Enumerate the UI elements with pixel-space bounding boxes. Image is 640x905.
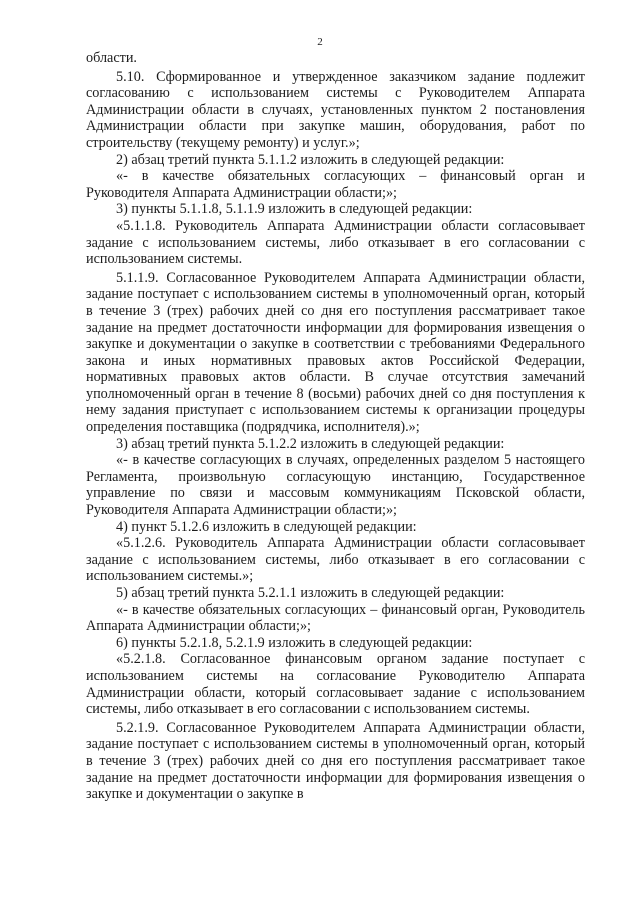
paragraph: 5.2.1.9. Согласованное Руководителем Аппарата Администрации области, задание поступает с использованием системы в уполномоченный орган, который в течение 3 (трех) рабочих дней со дня его поступления рассматривает такое задание на предмет достаточности информации для формирования извещения о закупке и документации о закупке в xyxy=(86,719,585,803)
document-body xyxy=(86,50,585,803)
page-number: 2 xyxy=(317,36,323,48)
paragraph: «5.1.2.6. Руководитель Аппарата Администрации области согласовывает задание с использованием системы, либо отказывает в его согласовании с использованием системы.»; xyxy=(86,535,585,585)
paragraph: «5.1.1.8. Руководитель Аппарата Администрации области согласовывает задание с использованием системы, либо отказывает в его согласовании с использованием системы. xyxy=(86,217,585,268)
paragraph: 3) пункты 5.1.1.8, 5.1.1.9 изложить в следующей редакции: xyxy=(116,201,473,218)
paragraph: области. xyxy=(86,50,137,66)
paragraph: «- в качестве обязательных согласующих – финансовый орган, Руководитель Аппарата Администрации области;»; xyxy=(86,601,585,635)
paragraph: «5.2.1.8. Согласованное финансовым органом задание поступает с использованием системы на согласование Руководителю Аппарата Администрации области, который согласовывает задание с использованием системы, либо отказывает в его согласовании с использованием системы. xyxy=(86,651,585,718)
paragraph: 5.10. Сформированное и утвержденное заказчиком задание подлежит согласованию с использованием системы с Руководителем Аппарата Администрации области в случаях, установленных пунктом 2 постановления Администрации области при закупке машин, оборудования, работ по строительству (текущему ремонту) и услуг.»; xyxy=(86,68,585,151)
paragraph: 2) абзац третий пункта 5.1.1.2 изложить в следующей редакции: xyxy=(116,151,505,168)
paragraph: 6) пункты 5.2.1.8, 5.2.1.9 изложить в следующей редакции: xyxy=(116,634,473,651)
paragraph: 5.1.1.9. Согласованное Руководителем Аппарата Администрации области, задание поступает с использованием системы в уполномоченный орган, который в течение 3 (трех) рабочих дней со дня его поступления рассматривает такое задание на предмет достаточности информации для формирования извещения о закупке и документации о закупке в соответствии с требованиями Федерального закона и иных нормативных правовых актов Российской Федерации, нормативных правовых актов области. В случае отсутствия замечаний уполномоченный орган в течение 8 (восьми) рабочих дней со дня поступления к нему задания приступает с использованием системы к организации процедуры определения поставщика (подрядчика, исполнителя).»; xyxy=(86,269,585,436)
paragraph: 5) абзац третий пункта 5.2.1.1 изложить в следующей редакции: xyxy=(116,585,505,601)
paragraph: «- в качестве согласующих в случаях, определенных разделом 5 настоящего Регламента, произвольную согласующую инстанцию, Государственное управление по связи и массовым коммуникациям Псковской области, Руководителя Аппарата Администрации области;»; xyxy=(86,452,585,519)
paragraph: 3) абзац третий пункта 5.1.2.2 изложить в следующей редакции: xyxy=(116,435,505,452)
paragraph: «- в качестве обязательных согласующих – финансовый орган и Руководителя Аппарата Администрации области;»; xyxy=(86,168,585,201)
paragraph: 4) пункт 5.1.2.6 изложить в следующей редакции: xyxy=(116,518,417,535)
